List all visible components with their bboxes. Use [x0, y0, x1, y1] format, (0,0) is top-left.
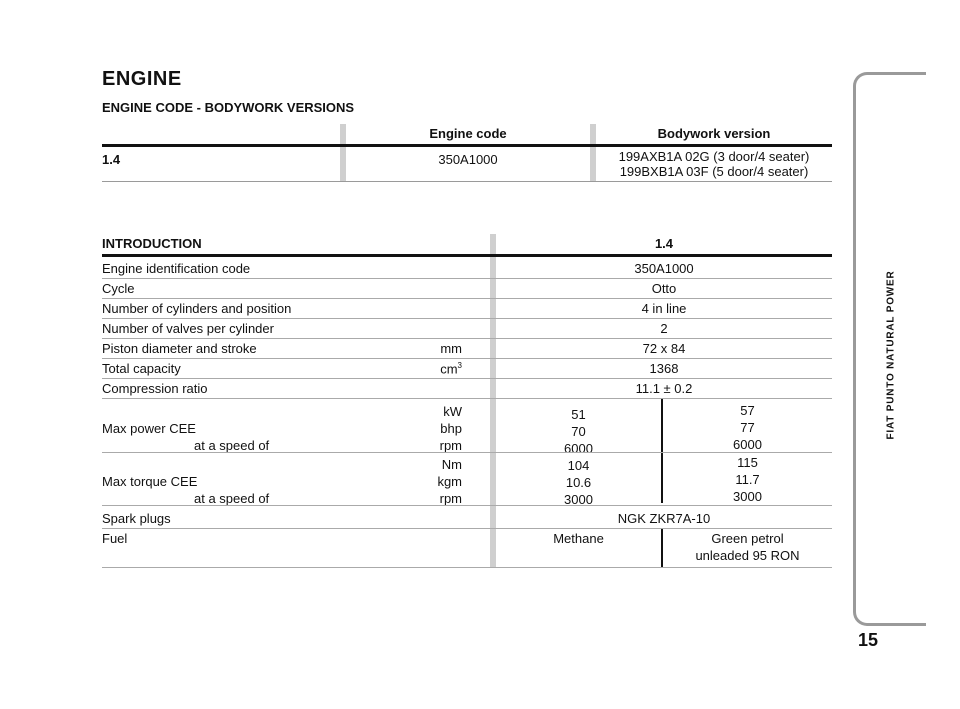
- row-label: Compression ratio: [102, 381, 208, 396]
- row-label: Cycle: [102, 281, 135, 296]
- row-label: Piston diameter and stroke: [102, 341, 257, 356]
- power-methane-values: [496, 406, 661, 457]
- value-line: 3000: [564, 492, 593, 507]
- row-value: 350A1000: [634, 261, 694, 276]
- unit-line: bhp: [440, 421, 462, 436]
- value-line: 3000: [733, 489, 762, 504]
- row-label: Number of cylinders and position: [102, 301, 292, 316]
- value-line: 115: [737, 455, 758, 470]
- power-units: [440, 403, 462, 454]
- power-petrol-values: [663, 402, 832, 453]
- value-line: 10.6: [565, 475, 592, 490]
- section-subtitle: ENGINE CODE - BODYWORK VERSIONS: [102, 100, 355, 115]
- value-line: Green petrol: [711, 531, 784, 546]
- unit-line: kW: [443, 404, 462, 419]
- row-value: 4 in line: [641, 301, 687, 316]
- fuel-label: Fuel: [102, 531, 128, 546]
- row-value: 1368: [649, 361, 679, 376]
- header-introduction: INTRODUCTION: [102, 236, 202, 251]
- torque-sublabel: at a speed of: [194, 491, 270, 506]
- row-label: Engine identification code: [102, 261, 251, 276]
- row-divider: [102, 298, 832, 299]
- value-line: 70: [571, 424, 586, 439]
- value-line: 57: [740, 403, 755, 418]
- row-label: 1.4: [102, 152, 121, 167]
- row-divider: [102, 278, 832, 279]
- row-divider: [102, 358, 832, 359]
- unit-text: cm: [440, 361, 458, 377]
- header-rule: [102, 254, 832, 257]
- fuel-methane: Methane: [553, 531, 604, 546]
- page-title: ENGINE: [102, 68, 182, 90]
- value-line: 6000: [733, 437, 762, 452]
- header-engine-code: Engine code: [429, 126, 507, 141]
- bodywork-values: [596, 149, 832, 179]
- side-tab-text: FIAT PUNTO NATURAL POWER: [885, 270, 897, 440]
- engine-code-table: [102, 124, 832, 182]
- row-value: 11.1 ± 0.2: [635, 381, 693, 396]
- header-bodywork-version: Bodywork version: [657, 126, 771, 141]
- unit-line: kgm: [437, 474, 462, 489]
- row-label: Number of valves per cylinder: [102, 321, 274, 336]
- row-divider: [102, 528, 832, 529]
- row-divider: [102, 398, 832, 399]
- value-line: 77: [740, 420, 755, 435]
- power-sublabel: at a speed of: [194, 438, 270, 453]
- unit-line: rpm: [439, 438, 462, 453]
- row-divider: [102, 338, 832, 339]
- power-label: Max power CEE: [102, 421, 196, 436]
- torque-label: Max torque CEE: [102, 474, 198, 489]
- page-number: 15: [858, 630, 879, 650]
- value-line: unleaded 95 RON: [695, 548, 800, 563]
- header-rule: [102, 144, 832, 147]
- row-value: 2: [660, 321, 668, 336]
- torque-methane-values: [496, 457, 661, 508]
- row-divider: [102, 318, 832, 319]
- value-line: 104: [567, 458, 590, 473]
- value-line: 11.7: [735, 472, 760, 487]
- value-line: 6000: [564, 441, 593, 456]
- row-unit: mm: [440, 341, 462, 356]
- row-label: Total capacity: [102, 361, 181, 376]
- torque-units: [437, 456, 462, 507]
- bodywork-line: 199AXB1A 02G (3 door/4 seater): [618, 149, 810, 164]
- row-divider: [102, 452, 832, 453]
- header-engine-1-4: 1.4: [654, 236, 674, 251]
- table-bottom-rule: [102, 567, 832, 568]
- row-value: Otto: [651, 281, 677, 296]
- engine-code-value: 350A1000: [438, 152, 498, 167]
- unit-superscript: 3: [457, 361, 462, 370]
- torque-petrol-values: [663, 454, 832, 505]
- unit-line: Nm: [441, 457, 462, 472]
- side-tab-label: [884, 270, 898, 440]
- row-divider: [102, 505, 832, 506]
- table-bottom-rule: [102, 181, 832, 182]
- introduction-table: [102, 234, 832, 568]
- row-divider: [102, 378, 832, 379]
- row-unit: [440, 361, 462, 376]
- bodywork-line: 199BXB1A 03F (5 door/4 seater): [619, 164, 809, 179]
- spark-label: Spark plugs: [102, 511, 171, 526]
- row-value: 72 x 84: [642, 341, 686, 356]
- spark-value: NGK ZKR7A-10: [617, 511, 711, 526]
- unit-line: rpm: [439, 491, 462, 506]
- fuel-petrol: [663, 530, 832, 564]
- value-line: 51: [571, 407, 586, 422]
